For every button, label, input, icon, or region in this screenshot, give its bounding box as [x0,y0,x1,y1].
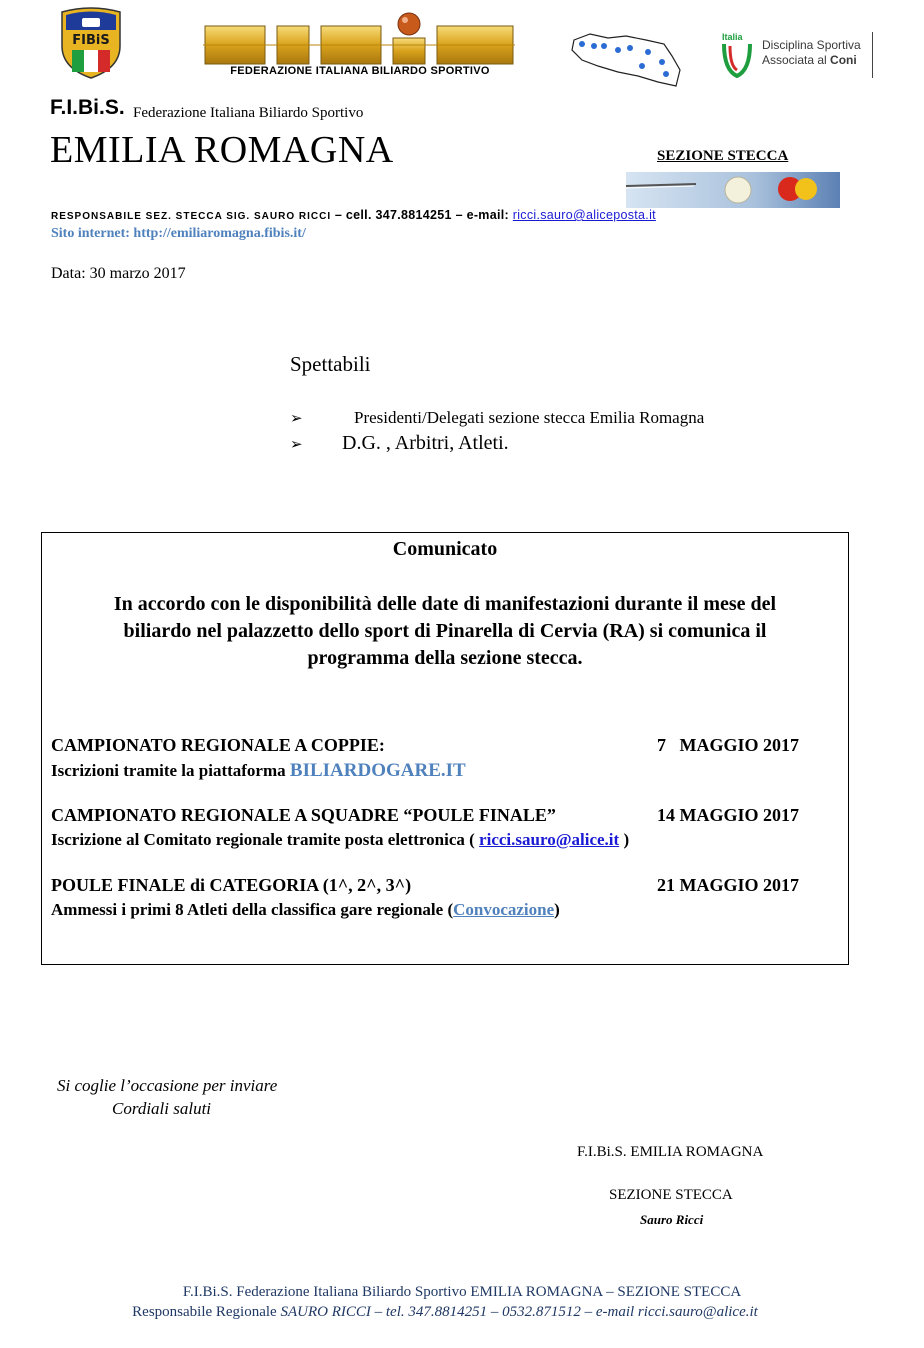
salutation: Spettabili [290,352,371,376]
signature-section: SEZIONE STECCA [609,1187,733,1203]
responsabile-label: RESPONSABILE SEZ. STECCA SIG. SAURO RICCI [51,211,332,222]
responsabile-line [51,208,656,222]
event-3-date: 21 MAGGIO 2017 [657,875,799,895]
arrow-bullet-icon: ➢ [290,437,303,453]
fibis-short-name: F.I.Bi.S. [50,96,125,119]
billiard-cue-balls-image [626,172,840,208]
coni-line-2: Associata al Coni [762,53,857,67]
event-2-date: 14 MAGGIO 2017 [657,805,799,825]
event-1-date: 7 MAGGIO 2017 [657,735,799,755]
convocazione-link[interactable]: Convocazione [453,900,555,919]
letter-date: Data: 30 marzo 2017 [51,265,186,282]
fibis-long-name: Federazione Italiana Biliardo Sportivo [133,105,364,121]
comunicato-paragraph: In accordo con le disponibilità delle date di manifestazioni durante il mese del biliardo nel palazzetto dello sport di Pinarella di Cervia (RA) si comunica il programma della sezione stecca. [113,593,777,669]
event-3-detail: Ammessi i primi 8 Atleti della classifica gare regionale (Convocazione) [51,900,560,919]
event-2-detail: Iscrizione al Comitato regionale tramite posta elettronica ( ricci.sauro@alice.it ) [51,830,630,849]
coni-italia-label: Italia [722,32,743,42]
recipient-item-2: ➢ D.G. , Arbitri, Atleti. [290,432,509,454]
arrow-bullet-icon: ➢ [290,411,303,427]
event-1-detail: Iscrizioni tramite la piattaforma BILIARDOGARE.IT [51,760,466,781]
email-link[interactable]: ricci.sauro@alice.it [479,830,620,849]
fibis-shield-logo [58,6,124,80]
site-url[interactable]: Sito internet: http://emiliaromagna.fibis.it/ [51,226,306,241]
signature-org: F.I.Bi.S. EMILIA ROMAGNA [577,1144,764,1160]
fibis-caption: FEDERAZIONE ITALIANA BILIARDO SPORTIVO [230,65,490,77]
closing-line-2: Cordiali saluti [112,1099,212,1118]
coni-logo [718,30,878,82]
comunicato-title: Comunicato [392,538,498,560]
responsabile-phone: – cell. 347.8814251 – e-mail: [331,208,513,222]
event-2-title: CAMPIONATO REGIONALE A SQUADRE “POULE FINALE” [51,805,556,825]
section-heading: SEZIONE STECCA [657,148,789,164]
closing-line-1: Si coglie l’occasione per inviare [57,1076,278,1095]
event-3-title: POULE FINALE di CATEGORIA (1^, 2^, 3^) [51,875,412,895]
event-1-title: CAMPIONATO REGIONALE A COPPIE: [51,735,385,755]
biliardogare-link[interactable]: BILIARDOGARE.IT [289,760,466,781]
region-title: EMILIA ROMAGNA [50,129,394,171]
svg-text:FIBiS: FIBiS [72,33,110,48]
footer-line-2: Responsabile Regionale SAURO RICCI – tel. 347.8814251 – 0532.871512 – e-mail ricci.sauro@alice.it [132,1304,758,1320]
footer-line-1: F.I.Bi.S. Federazione Italiana Biliardo Sportivo EMILIA ROMAGNA – SEZIONE STECCA [182,1284,742,1300]
responsabile-email-link[interactable]: ricci.sauro@aliceposta.it [512,208,656,222]
signature-name: Sauro Ricci [640,1212,704,1227]
recipient-item-1: ➢ Presidenti/Delegati sezione stecca Emilia Romagna [290,408,705,427]
emilia-romagna-map-logo [568,26,688,96]
coni-line-1: Disciplina Sportiva [762,38,861,52]
coni-divider [872,32,873,78]
